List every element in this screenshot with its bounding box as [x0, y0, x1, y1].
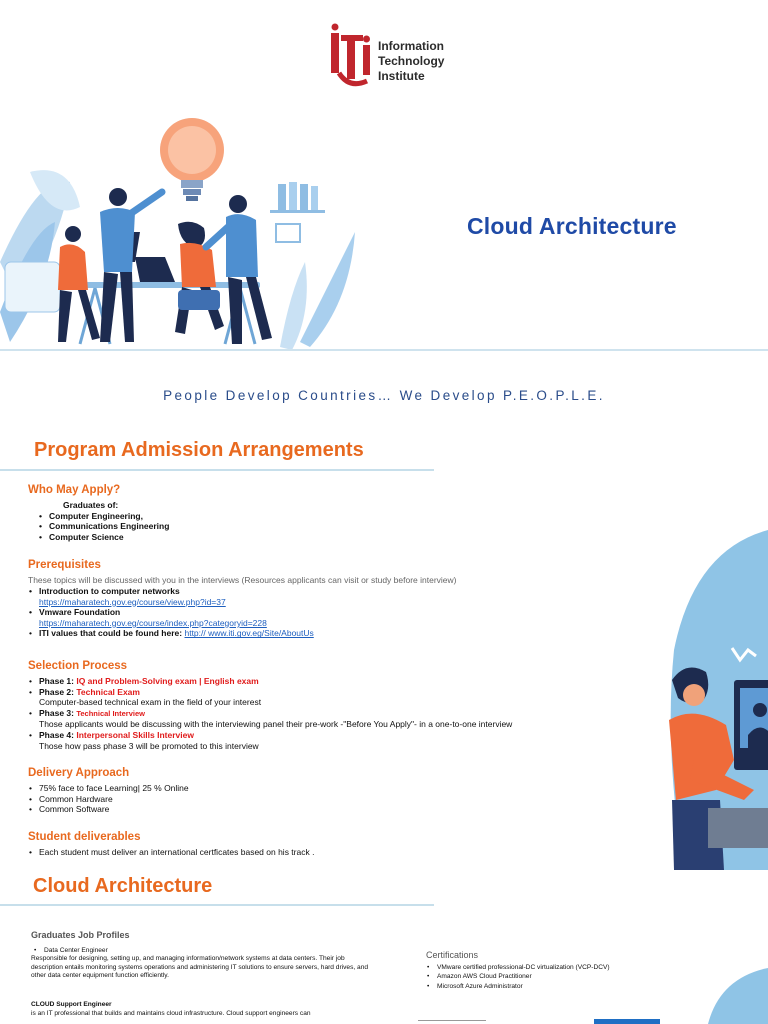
deliverables-section [28, 830, 668, 858]
program-title-rule [0, 469, 434, 471]
deliverables-item: • Each student must deliver an international certficates based on his track . [28, 847, 668, 858]
who-item-1: • Computer Engineering, [38, 511, 668, 522]
delivery-item-3: • Common Software [28, 804, 668, 815]
phase-4-label: Phase 4: [39, 729, 74, 740]
bottom-line-left [418, 1020, 486, 1021]
who-item-3: • Computer Science [38, 532, 668, 543]
delivery-heading: Delivery Approach [28, 767, 130, 780]
program-title: Program Admission Arrangements [34, 439, 364, 461]
iti-logo-mark [327, 23, 373, 91]
certifications-heading: Certifications [426, 950, 479, 960]
phase-3-label: Phase 3: [39, 707, 74, 718]
phase-2-value: Technical Exam [76, 686, 140, 697]
prereq-link-3[interactable]: http:// www.iti.gov.eg/Site/AboutUs [184, 628, 314, 639]
deliverables-heading: Student deliverables [28, 830, 141, 843]
job-profiles [31, 931, 371, 1018]
delivery-item-2: • Common Hardware [28, 794, 668, 805]
prereq-intro: These topics will be discussed with you in the interviews (Resources applicants can visit or study before interview) [28, 575, 457, 586]
job-2-desc: is an IT professional that builds and maintains cloud infrastructure. Cloud support engineers can [31, 1009, 311, 1017]
cert-item-1: • VMware certified professional-DC virtualization (VCP-DCV) [426, 963, 666, 973]
who-intro: Graduates of: [63, 500, 119, 510]
logo-line-3: Institute [378, 69, 425, 83]
phase-2-label: Phase 2: [39, 686, 74, 697]
bottom-corner-decoration [700, 968, 768, 1024]
delivery-item-1: • 75% face to face Learning| 25 % Online [28, 783, 668, 794]
prereq-link-1[interactable]: https://maharatech.gov.eg/course/view.php?id=37 [39, 596, 226, 607]
phase-2-desc: Computer-based technical exam in the field of your interest [39, 697, 262, 708]
job-2-name: CLOUD Support Engineer [31, 1000, 112, 1008]
phase-1-label: Phase 1: [39, 675, 74, 686]
prereq-item-3: ITI values that could be found here: [39, 628, 183, 639]
phase-4-desc: Those how pass phase 3 will be promoted to this interview [39, 740, 259, 751]
job-profiles-heading: Graduates Job Profiles [31, 930, 130, 940]
selection-heading: Selection Process [28, 659, 128, 672]
who-may-apply-section [28, 483, 668, 542]
tagline: People Develop Countries… We Develop P.E.O.P.L.E. [163, 388, 605, 403]
certifications [426, 951, 666, 991]
logo-line-2: Technology [378, 54, 445, 68]
delivery-section [28, 766, 668, 815]
cloud-section-title: Cloud Architecture [33, 875, 213, 897]
who-item-2: • Communications Engineering [38, 521, 668, 532]
prereq-item-1: • Introduction to computer networks [28, 586, 668, 597]
cert-item-3: • Microsoft Azure Administrator [426, 982, 666, 992]
online-learning-illustration [664, 530, 768, 870]
job-1-desc: Responsible for designing, setting up, and managing information/network systems at data centers. Their job description entails monitoring systems operations and administering IT solutions to ensure servers, hard drives, and other data center equipment function efficiently. [31, 955, 369, 980]
phase-1-value: IQ and Problem-Solving exam | English exam [76, 675, 259, 686]
who-may-apply-heading: Who May Apply? [28, 484, 121, 496]
cert-item-2: • Amazon AWS Cloud Practitioner [426, 972, 666, 982]
hero-title: Cloud Architecture [467, 213, 677, 239]
hero-divider [0, 349, 768, 351]
prerequisites-section [28, 558, 668, 639]
iti-logo [327, 20, 447, 92]
logo-text [378, 39, 444, 84]
program-content [28, 483, 668, 868]
selection-section [28, 659, 668, 751]
bottom-bar-right [594, 1019, 660, 1024]
prerequisites-heading: Prerequisites [28, 559, 101, 572]
logo-line-1: Information [378, 39, 444, 53]
cloud-title-rule [0, 904, 434, 906]
team-illustration [0, 112, 360, 352]
job-1-name: • Data Center Engineer [33, 947, 371, 956]
phase-3-desc: Those applicants would be discussing with the interviewing panel their pre-work -"Before You Apply"- in a one-to-one interview [39, 719, 513, 730]
prereq-link-2[interactable]: https://maharatech.gov.eg/course/index.php?categoryid=228 [39, 617, 267, 628]
phase-4-value: Interpersonal Skills Interview [76, 729, 194, 740]
phase-3-value: Technical Interview [76, 708, 145, 718]
prereq-item-2: • Vmware Foundation [28, 607, 668, 618]
